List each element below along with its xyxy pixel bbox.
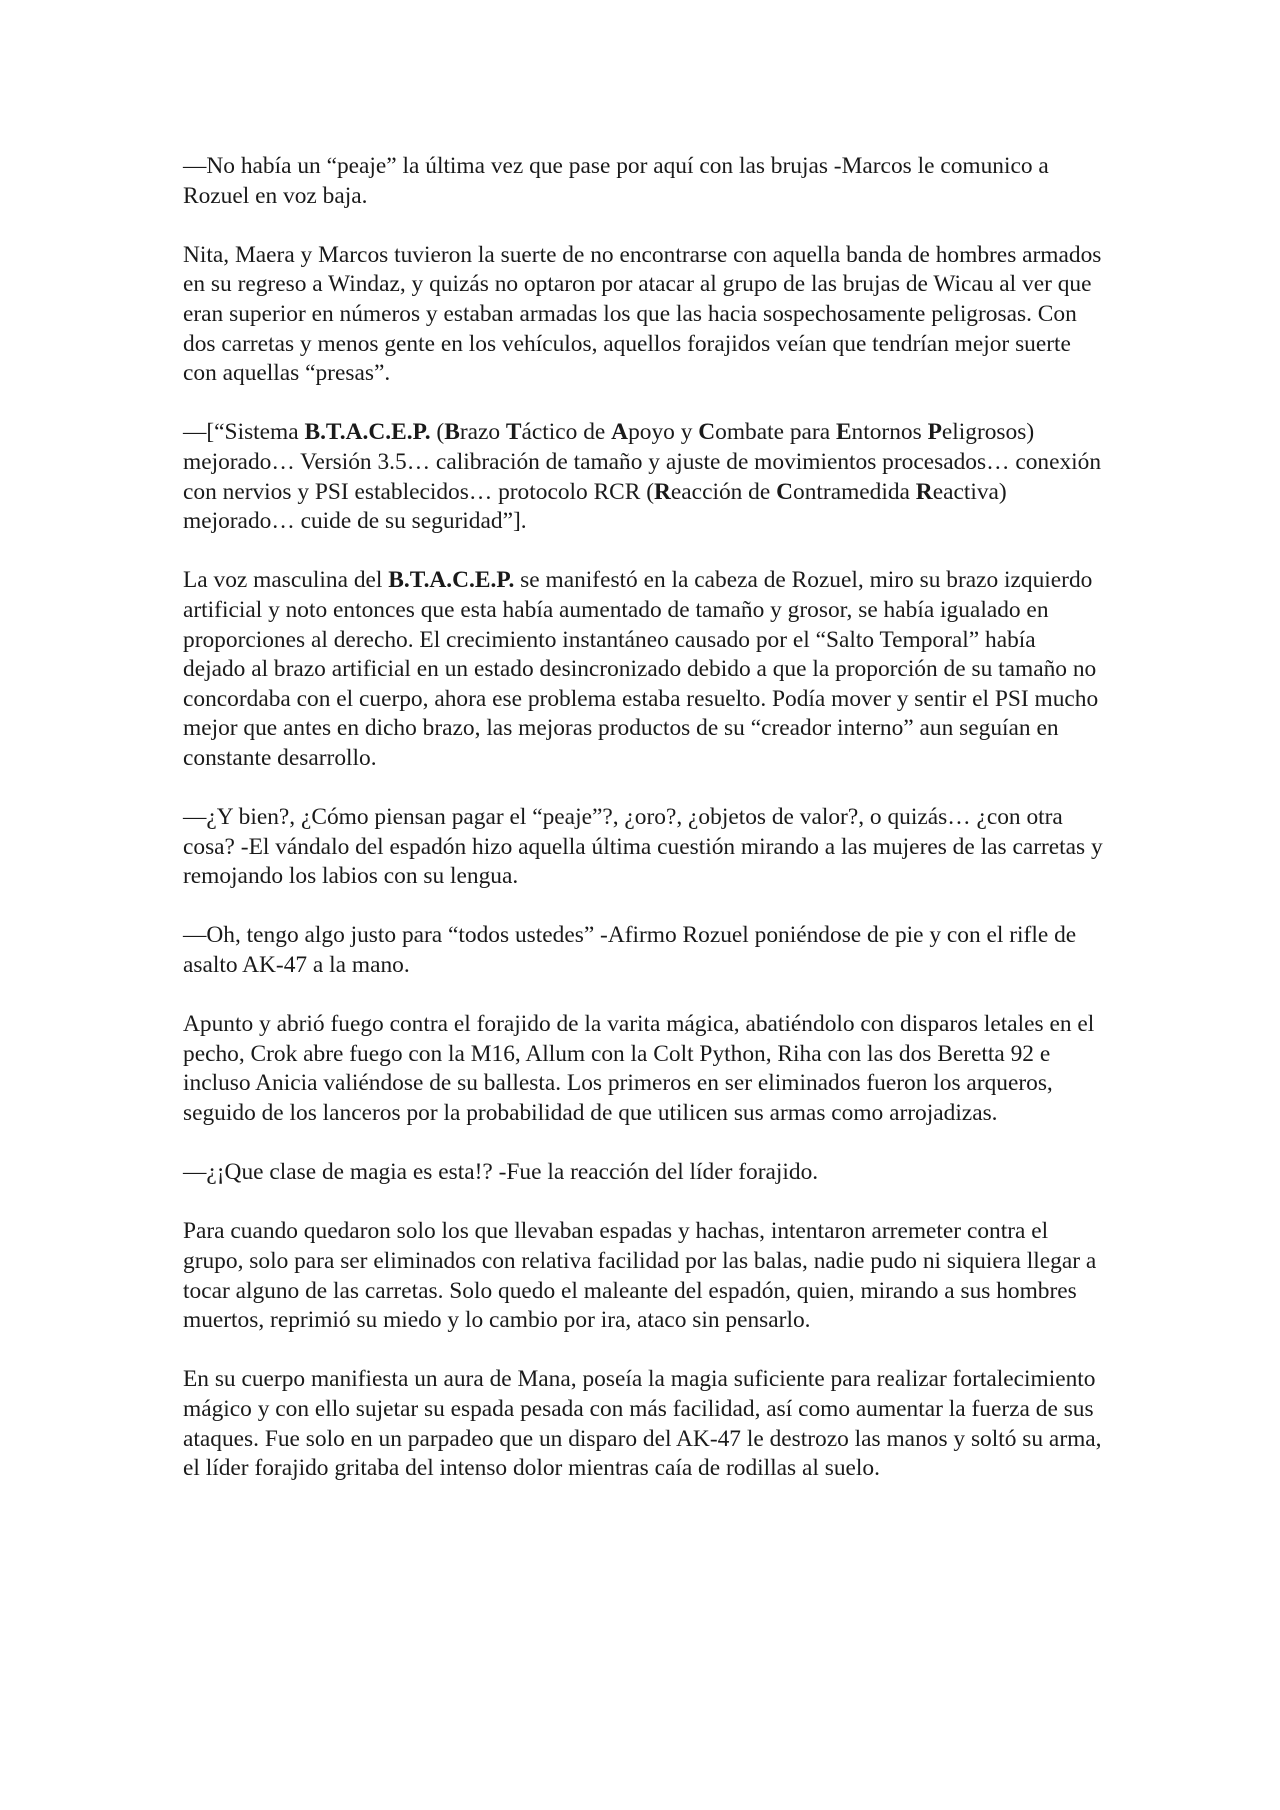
bold-run: R: [915, 478, 933, 505]
paragraph-10: En su cuerpo manifiesta un aura de Mana, poseía la magia suficiente para realizar fortalecimiento mágico y con ello sujetar su espada pesada con más facilidad, así como aumentar la fuerza de sus ataques. Fue solo en un parpadeo que un disparo del AK-47 le destrozo las manos y soltó su arma, el líder forajido gritaba del intenso dolor mientras caía de rodillas al suelo.: [183, 1366, 1102, 1482]
paragraph-9: Para cuando quedaron solo los que llevaban espadas y hachas, intentaron arremeter contra el grupo, solo para ser eliminados con relativa facilidad por las balas, nadie pudo ni siquiera llegar a tocar alguno de las carretas. Solo quedo el maleante del espadón, quien, mirando a sus hombres muertos, reprimió su miedo y lo cambio por ira, ataco sin pensarlo.: [183, 1218, 1097, 1334]
bold-run: C: [776, 478, 794, 505]
paragraph-8: —¿¡Que clase de magia es esta!? -Fue la reacción del líder forajido.: [183, 1159, 819, 1186]
paragraph-5: —¿Y bien?, ¿Cómo piensan pagar el “peaje”?, ¿oro?, ¿objetos de valor?, o quizás… ¿con otra cosa? -El vándalo del espadón hizo aquella última cuestión mirando a las mujeres de las carretas y remojando los labios con su lengua.: [183, 804, 1103, 890]
bold-run: E: [835, 419, 852, 446]
bold-run: B.T.A.C.E.P.: [304, 419, 431, 446]
document-body: [183, 152, 1103, 1513]
bold-run: B: [444, 419, 460, 446]
paragraph-2: Nita, Maera y Marcos tuvieron la suerte de no encontrarse con aquella banda de hombres armados en su regreso a Windaz, y quizás no optaron por atacar al grupo de las brujas de Wicau al ver que eran superior en números y estaban armadas los que las hacia sospechosamente peligrosas. Con dos carretas y menos gente en los vehículos, aquellos forajidos veían que tendrían mejor suerte con aquellas “presas”.: [183, 241, 1102, 387]
paragraph-6: —Oh, tengo algo justo para “todos ustedes” -Afirmo Rozuel poniéndose de pie y con el rifle de asalto AK-47 a la mano.: [183, 922, 1077, 979]
bold-run: R: [654, 478, 671, 505]
bold-run: P: [927, 419, 942, 446]
paragraph-1: —No había un “peaje” la última vez que pase por aquí con las brujas -Marcos le comunico a Rozuel en voz baja.: [183, 153, 1049, 209]
paragraph-7: Apunto y abrió fuego contra el forajido de la varita mágica, abatiéndolo con disparos letales en el pecho, Crok abre fuego con la M16, Allum con la Colt Python, Riha con las dos Beretta 92 e incluso Anicia valiéndose de su ballesta. Los primeros en ser eliminados fueron los arqueros, seguido de los lanceros por la probabilidad de que utilicen sus armas como arrojadizas.: [183, 1011, 1095, 1126]
paragraph-4: La voz masculina del B.T.A.C.E.P. se manifestó en la cabeza de Rozuel, miro su brazo izquierdo artificial y noto entonces que esta había aumentado de tamaño y grosor, se había igualado en proporciones al derecho. El crecimiento instantáneo causado por el “Salto Temporal” había dejado al brazo artificial en un estado desincronizado debido a que la proporción de su tamaño no concordaba con el cuerpo, ahora ese problema estaba resuelto. Podía mover y sentir el PSI mucho mejor que antes en dicho brazo, las mejoras productos de su “creador interno” aun seguían en constante desarrollo.: [183, 567, 1099, 771]
bold-run: B.T.A.C.E.P.: [388, 567, 515, 594]
bold-run: T: [505, 419, 522, 446]
paragraph-3: —[“Sistema B.T.A.C.E.P. (Brazo Táctico de Apoyo y Combate para Entornos Peligrosos) mejorado… Versión 3.5… calibración de tamaño y ajuste de movimientos procesados… conexión con nervios y PSI establecidos… protocolo RCR (Reacción de Contramedida Reactiva) mejorado… cuide de su seguridad”].: [183, 419, 1102, 535]
bold-run: C: [698, 419, 716, 446]
bold-run: A: [611, 419, 629, 446]
